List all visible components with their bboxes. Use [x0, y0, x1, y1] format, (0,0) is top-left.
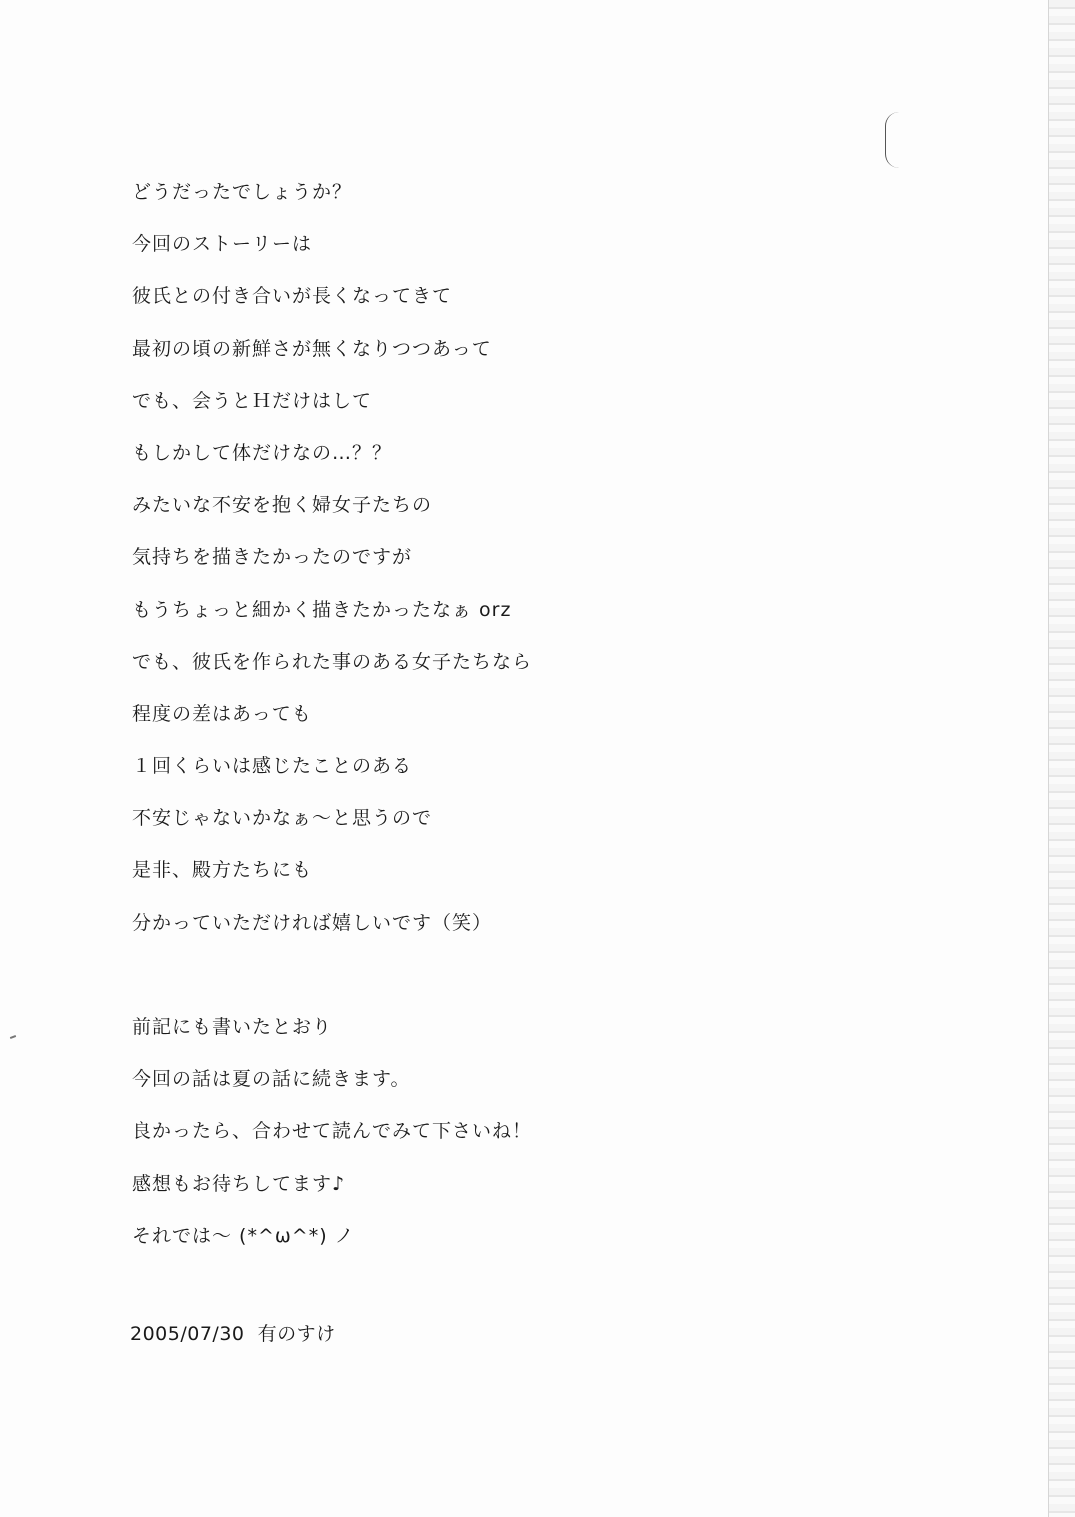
text-line: 今回のストーリーは [132, 233, 313, 256]
text-line: 良かったら、合わせて読んでみて下さいね！ [132, 1120, 533, 1143]
text-line: 今回の話は夏の話に続きます。 [132, 1068, 411, 1091]
torn-paper-edge [1048, 0, 1075, 1517]
afterword-text [132, 166, 892, 1262]
signature-date: 2005/07/30 [130, 1323, 245, 1345]
text-line: どうだったでしょうか？ [132, 181, 353, 203]
text-line: でも、会うとＨだけはして [132, 389, 373, 412]
text-line: 最初の頃の新鮮さが無くなりつつあって [132, 337, 492, 360]
text-line: みたいな不安を抱く婦女子たちの [132, 494, 433, 517]
pencil-mark [885, 112, 900, 168]
scan-speck [10, 1035, 16, 1039]
text-line: 感想もお待ちしてます♪ [132, 1172, 346, 1195]
signature-line [130, 1312, 336, 1356]
text-line: 気持ちを描きたかったのですが [132, 546, 413, 569]
text-line: 是非、殿方たちにも [132, 859, 313, 882]
paragraph-gap [132, 949, 892, 1001]
text-line: もしかして体だけなの…？？ [132, 441, 393, 464]
text-line: 前記にも書いたとおり [132, 1016, 333, 1038]
text-line: 分かっていただければ嬉しいです（笑） [132, 911, 493, 934]
signature-author: 有のすけ [257, 1323, 336, 1345]
text-line: もうちょっと細かく描きたかったなぁ orz [132, 598, 512, 621]
text-line: 不安じゃないかなぁ～と思うので [132, 807, 433, 830]
text-line: それでは～ (*^ω^*) ノ [132, 1224, 355, 1247]
text-line: でも、彼氏を作られた事のある女子たちなら [132, 650, 533, 673]
text-line: 程度の差はあっても [132, 702, 312, 725]
text-line: １回くらいは感じたことのある [132, 755, 413, 778]
text-line: 彼氏との付き合いが長くなってきて [132, 285, 453, 308]
